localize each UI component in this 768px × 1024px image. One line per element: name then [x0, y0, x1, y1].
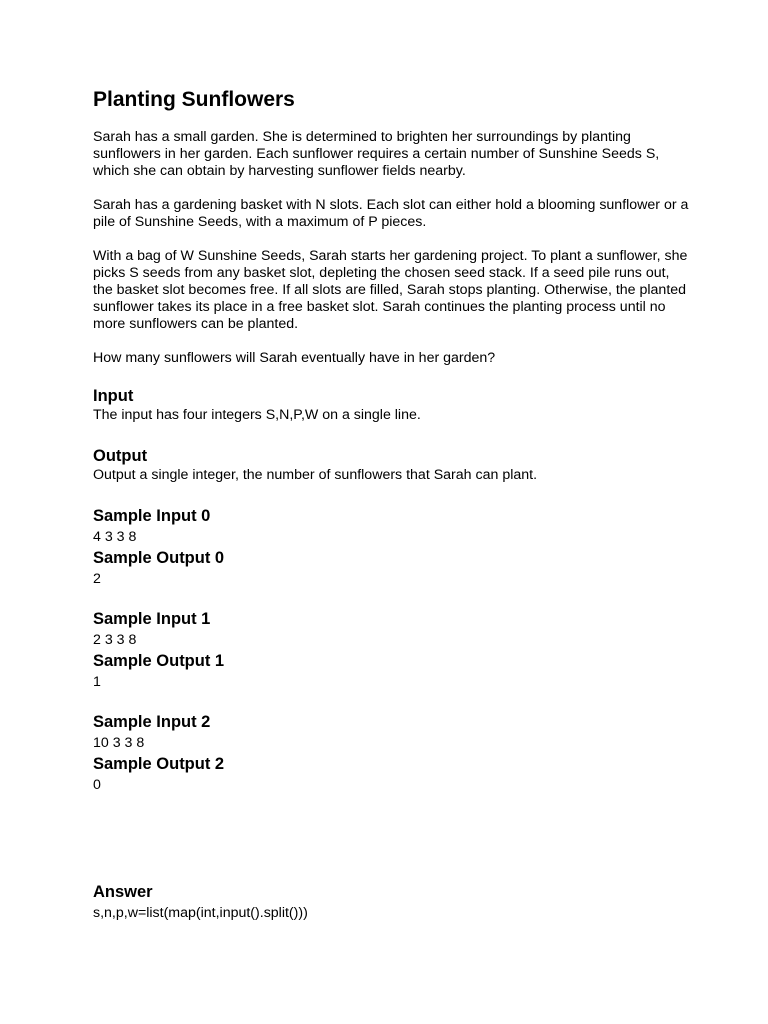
sample-0	[93, 505, 693, 589]
intro-paragraph: Sarah has a small garden. She is determined to brighten her surroundings by planting sunflowers in her garden. Each sunflower requires a certain number of Sunshine Seeds S, which she can obtain by harvesting sunflower fields nearby.	[93, 129, 660, 179]
answer-heading: Answer	[93, 883, 153, 901]
sample-output-value: 2	[93, 571, 101, 587]
input-heading: Input	[93, 387, 134, 405]
sample-output-heading: Sample Output 2	[93, 755, 225, 773]
basket-paragraph: Sarah has a gardening basket with N slots. Each slot can either hold a blooming sunflower or a pile of Sunshine Seeds, with a maximum of P pieces.	[93, 197, 689, 230]
output-description: Output a single integer, the number of sunflowers that Sarah can plant.	[93, 467, 538, 483]
sample-input-value: 2 3 3 8	[93, 632, 137, 648]
sample-input-value: 4 3 3 8	[93, 529, 137, 545]
sample-1	[93, 608, 693, 692]
sample-input-value: 10 3 3 8	[93, 735, 145, 751]
output-heading: Output	[93, 447, 148, 465]
sample-output-value: 1	[93, 674, 101, 690]
sample-output-value: 0	[93, 777, 101, 793]
sample-2	[93, 711, 693, 795]
sample-input-heading: Sample Input 0	[93, 507, 211, 525]
sample-input-heading: Sample Input 1	[93, 610, 211, 628]
process-paragraph: With a bag of W Sunshine Seeds, Sarah starts her gardening project. To plant a sunflower, she picks S seeds from any basket slot, depleting the chosen seed stack. If a seed pile runs out, the basket slot becomes free. If all slots are filled, Sarah stops planting. Otherwise, the planted sunflower takes its place in a free basket slot. Sarah continues the planting process until no more sunflowers can be planted.	[93, 248, 688, 332]
sample-output-heading: Sample Output 1	[93, 652, 225, 670]
page-title: Planting Sunflowers	[93, 88, 295, 111]
input-description: The input has four integers S,N,P,W on a single line.	[93, 407, 421, 423]
question-paragraph: How many sunflowers will Sarah eventually have in her garden?	[93, 350, 496, 366]
document-page	[93, 86, 693, 923]
sample-output-heading: Sample Output 0	[93, 549, 225, 567]
answer-code: s,n,p,w=list(map(int,input().split()))	[93, 905, 308, 921]
sample-input-heading: Sample Input 2	[93, 713, 211, 731]
